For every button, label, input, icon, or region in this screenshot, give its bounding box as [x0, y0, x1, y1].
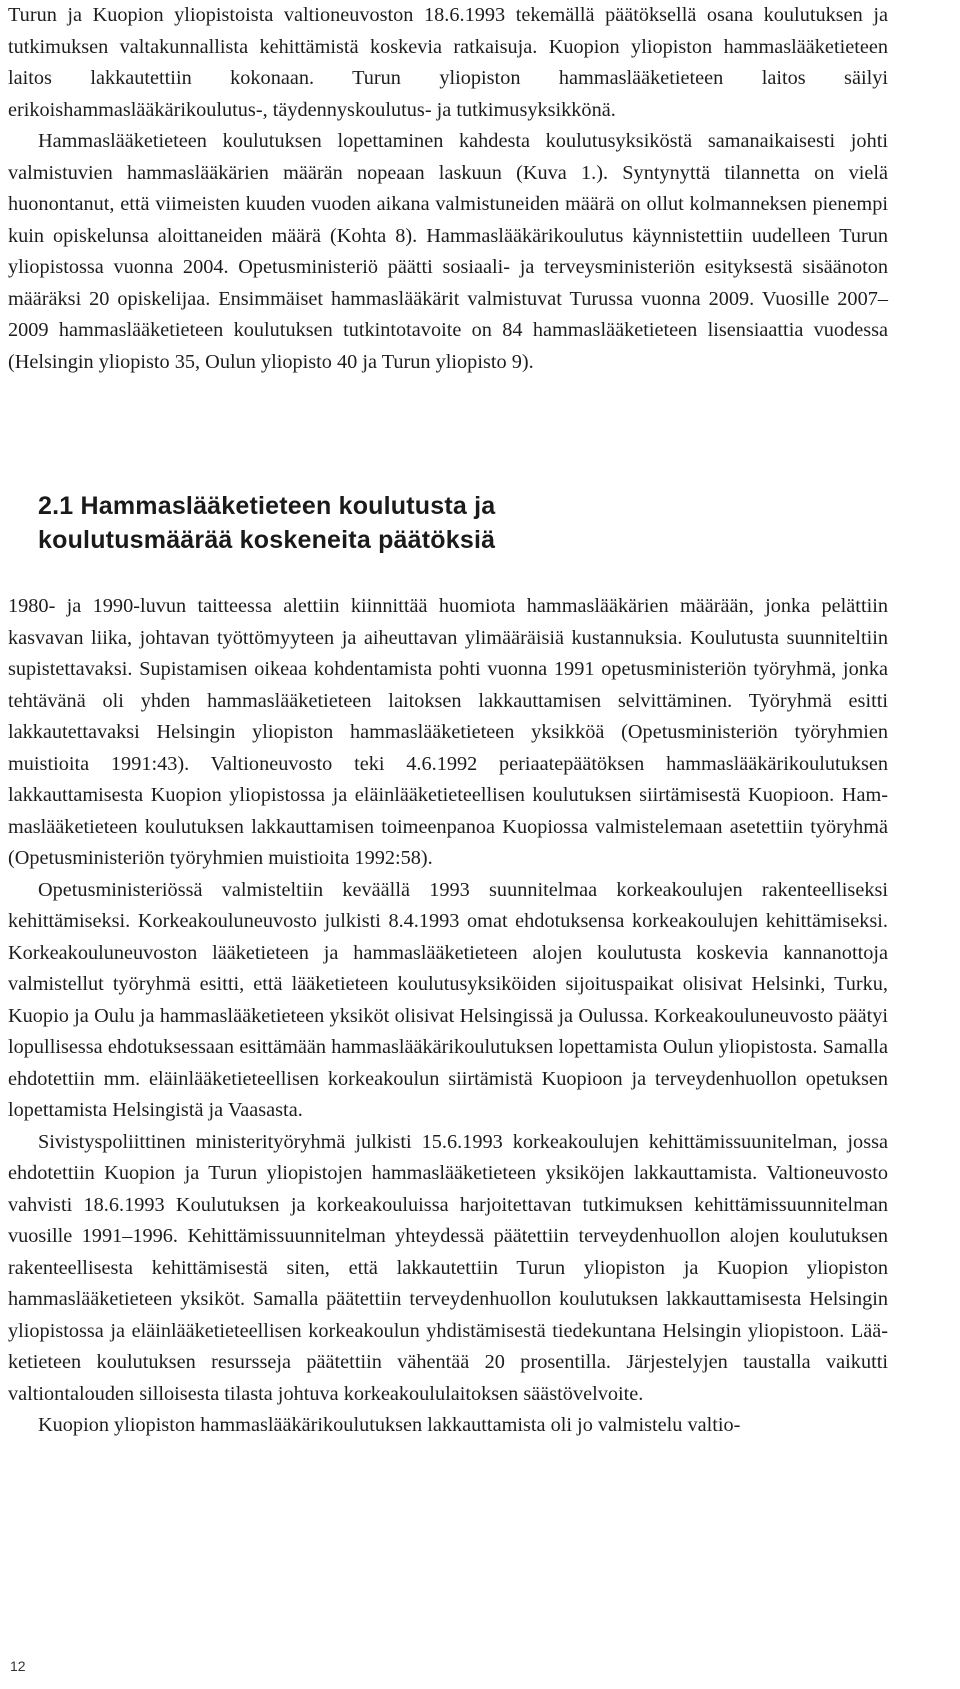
section-paragraph-2: Opetusministeriössä valmisteltiin keväällä 1993 suunnitelmaa korkeakoulujen rakenteelliseksi kehittämiseksi. Korkeakouluneuvosto julkisti 8.4.1993 omat ehdotuksensa korkeakoulujen kehittämiseksi. Korkeakouluneuvoston lääketieteen ja hammaslääketieteen alojen koulutusta koskevia kannanottoja valmistellut työryhmä esitti, että lääketieteen koulutusyksiköiden sijoituspaikat olisivat Helsinki, Turku, Kuopio ja Oulu ja hammaslääketieteen yksiköt olisivat Helsingissä ja Oulussa. Korkeakouluneuvosto päätyi lopullisessa ehdotuksessaan esittämään hammaslääkärikoulutuksen lopettamista Oulun yliopistosta. Samalla ehdotettiin mm. eläinlääketieteellisen korkeakoulun siirtämistä Kuopioon ja terveydenhuollon opetuksen lopettamista Helsingistä ja Vaasasta. — [8, 878, 888, 1121]
section-paragraph-4: Kuopion yliopiston hammaslääkärikoulutuksen lakkauttamista oli jo valmistelu valtio- — [38, 1414, 741, 1436]
section-heading — [8, 489, 888, 557]
intro-block — [8, 0, 888, 378]
section-body — [8, 591, 888, 1442]
page-number: 12 — [10, 1658, 26, 1674]
intro-paragraph-2: Hammaslääketieteen koulutuksen lopettaminen kahdesta koulutusyksiköstä samanaikaisesti johti valmistuvien hammaslääkärien määrän nopeaan laskuun (Kuva 1.). Syntynyttä tilannetta on vielä huonontanut, että viimeisten kuuden vuoden aikana valmistuneiden määrä on ollut kolmanneksen pienempi kuin opiskelunsa aloittaneiden määrä (Kohta 8). Hammaslääkärikoulutus käynnistettiin uudelleen Turun yliopistossa vuonna 2004. Opetusministeriö päätti sosiaali- ja terveysministeriön esityksestä sisäänoton määräksi 20 opiskelijaa. Ensimmäiset hammaslääkärit valmistuvat Turussa vuonna 2009. Vuosille 2007–2009 hammaslääketieteen koulutuksen tutkintotavoite on 84 hammaslääketieteen lisensiaattia vuodessa (Helsingin yliopisto 35, Oulun yliopisto 40 ja Turun yliopisto 9). — [8, 130, 888, 373]
document-page — [8, 0, 888, 1442]
section-heading-line-1: 2.1 Hammaslääketieteen koulutusta ja — [38, 492, 496, 520]
section-paragraph-3: Sivistyspoliittinen ministerityöryhmä julkisti 15.6.1993 korkeakoulujen kehittämissuunitelman, jossa ehdotettiin Kuopion ja Turun yliopistojen hammaslääketieteen yksiköjen lakkauttamista. Valtioneuvosto vahvisti 18.6.1993 Koulutuksen ja korkeakouluissa harjoitettavan tutkimuksen kehittämissuunnitelman vuosille 1991–1996. Kehittämissuunnitelman yhteydessä päätettiin terveydenhuollon alojen koulutuksen rakenteellisesta kehittämisestä siten, että lakkautettiin Turun yliopiston ja Kuopion yliopiston hammaslääketieteen yksiköt. Samalla päätettiin terveydenhuollon koulutuksen lakkauttamisesta Helsingin yliopistossa ja eläinlääketieteellisen korkeakoulun yhdistämisestä tiedekuntana Helsingin yliopistoon. Lääketieteen koulutuksen resursseja päätettiin vähentää 20 prosentilla. Järjestelyjen taustalla vaikutti valtiontalouden silloisesta tilasta johtuva korkeakoululaitoksen säästövelvoite. — [8, 1130, 888, 1405]
intro-paragraph-1: Turun ja Kuopion yliopistoista valtioneuvoston 18.6.1993 tekemällä päätöksellä osana koulutuksen ja tutkimuksen valtakunnallista kehittämistä koskevia ratkaisuja. Kuopion yliopiston hammaslääketieteen laitos lakkautettiin kokonaan. Turun yliopiston hammaslääketieteen laitos säilyi erikoishammaslääkärikoulutus-, täydennyskoulutus- ja tutkimusyksikkönä. — [8, 4, 888, 121]
section-paragraph-1: 1980- ja 1990-luvun taitteessa alettiin kiinnittää huomiota hammaslääkärien määrään, jonka pelättiin kasvavan liika, johtavan työttömyyteen ja aiheuttavan ylimääräisiä kustannuksia. Koulutusta suunniteltiin supistettavaksi. Supistamisen oikeaa kohdentamista pohti vuonna 1991 opetusministeriön työryhmä, jonka tehtävänä oli yhden hammaslääketieteen laitoksen lakkauttamisen selvittäminen. Työryhmä esitti lakkautettavaksi Helsingin yliopiston hammaslääketieteen yksikköä (Opetusministeriön työryhmien muistioita 1991:43). Valtioneuvosto teki 4.6.1992 periaatepäätöksen hammaslääkärikoulutuksen lakkauttamisesta Kuopion yliopistossa ja eläinlääketieteellisen koulutuksen siirtämisestä Kuopioon. Hammaslääketieteen koulutuksen lakkauttamisen toimeenpanoa Kuopiossa valmistelemaan asetettiin työryhmä (Opetusministeriön työryhmien muistioita 1992:58). — [8, 595, 888, 869]
section-heading-line-2: koulutusmäärää koskeneita päätöksiä — [38, 526, 496, 554]
